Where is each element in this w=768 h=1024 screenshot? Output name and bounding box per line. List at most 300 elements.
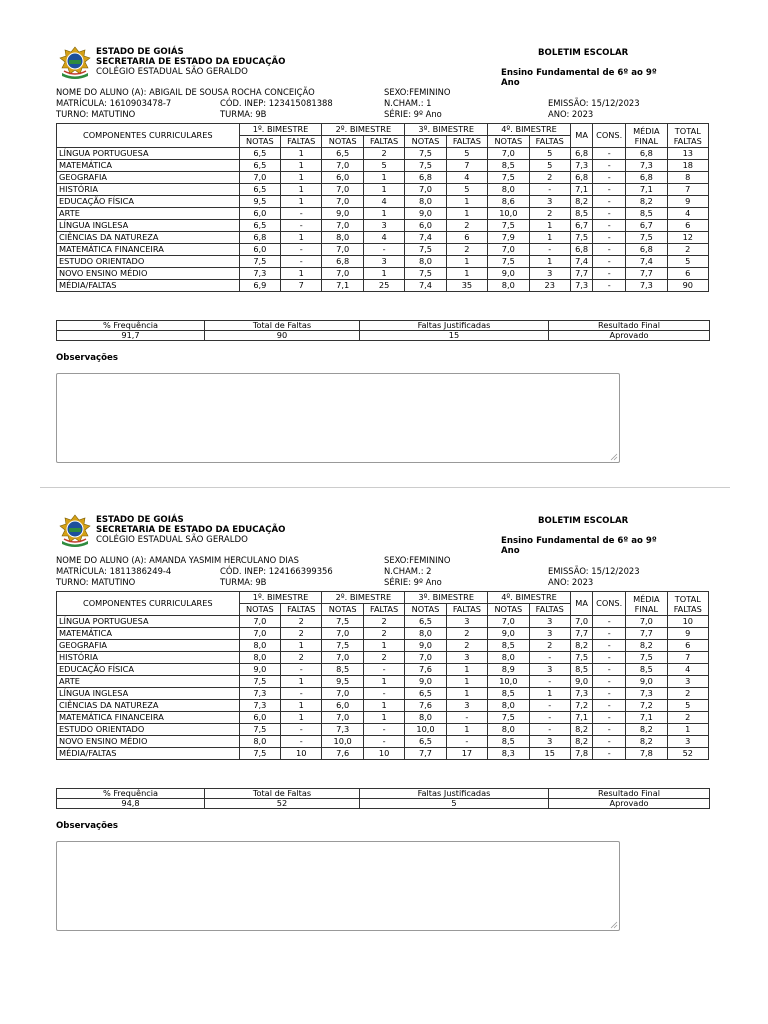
- grade-cell: 8,0: [322, 232, 363, 244]
- grade-cell: 6,5: [239, 160, 280, 172]
- grade-cell: -: [593, 184, 626, 196]
- grade-cell: 9,0: [405, 640, 446, 652]
- grade-cell: 1: [446, 196, 487, 208]
- grade-cell: -: [363, 724, 404, 736]
- subject-name: ARTE: [57, 208, 240, 220]
- summary-value: 5: [360, 799, 549, 809]
- grade-cell: 10,0: [322, 736, 363, 748]
- table-row: [57, 160, 709, 172]
- report-header: [58, 46, 678, 88]
- table-row: [57, 688, 709, 700]
- institution-block: [96, 515, 285, 545]
- grade-cell: 7,5: [488, 712, 529, 724]
- grade-cell: 2: [363, 616, 404, 628]
- grade-cell: -: [593, 208, 626, 220]
- grade-cell: 6,5: [405, 688, 446, 700]
- table-row: [57, 736, 709, 748]
- grade-cell: 7,6: [405, 700, 446, 712]
- grade-cell: 6,8: [322, 256, 363, 268]
- grade-cell: 1: [281, 268, 322, 280]
- grade-cell: 2: [363, 148, 404, 160]
- subject-name: LÍNGUA PORTUGUESA: [57, 616, 240, 628]
- subject-name: MATEMÁTICA FINANCEIRA: [57, 712, 240, 724]
- grade-cell: 6,5: [322, 148, 363, 160]
- student-issue-date: EMISSÃO: 15/12/2023: [548, 98, 640, 108]
- grade-cell: 1: [446, 664, 487, 676]
- grade-cell: 8,5: [626, 208, 667, 220]
- grade-cell: 8,9: [488, 664, 529, 676]
- student-shift: TURNO: MATUTINO: [56, 109, 136, 119]
- grade-cell: 7,3: [570, 280, 592, 292]
- grade-cell: 9: [667, 196, 708, 208]
- header-notas: NOTAS: [405, 136, 446, 148]
- table-row: [57, 652, 709, 664]
- grade-cell: -: [593, 196, 626, 208]
- grade-cell: 4: [667, 664, 708, 676]
- grade-cell: 7,5: [488, 172, 529, 184]
- grade-cell: -: [593, 628, 626, 640]
- header-b3: 3º. BIMESTRE: [405, 124, 488, 136]
- summary-value: 91,7: [57, 331, 205, 341]
- grade-cell: 7,3: [570, 160, 592, 172]
- document-title: BOLETIM ESCOLAR: [538, 48, 629, 58]
- grade-cell: 1: [363, 700, 404, 712]
- grade-cell: 7,5: [405, 148, 446, 160]
- report-header: [58, 514, 678, 556]
- school-name: COLÉGIO ESTADUAL SÃO GERALDO: [96, 535, 248, 545]
- student-class: TURMA: 9B: [220, 109, 267, 119]
- grade-cell: 8,5: [488, 688, 529, 700]
- grade-cell: 6,8: [570, 244, 592, 256]
- grade-cell: 7: [667, 652, 708, 664]
- grade-cell: 7,5: [322, 616, 363, 628]
- grade-cell: 8,2: [570, 640, 592, 652]
- secretary-name: SECRETARIA DE ESTADO DA EDUCAÇÃO: [96, 525, 286, 535]
- grade-cell: 23: [529, 280, 570, 292]
- summary-header: % Frequência: [57, 321, 205, 331]
- header-media-final: MÉDIA FINAL: [626, 124, 667, 148]
- subject-name: CIÊNCIAS DA NATUREZA: [57, 700, 240, 712]
- state-name: ESTADO DE GOIÁS: [96, 515, 184, 525]
- grade-cell: 2: [281, 616, 322, 628]
- summary-value: Aprovado: [549, 799, 710, 809]
- grade-cell: 3: [529, 664, 570, 676]
- subject-name: EDUCAÇÃO FÍSICA: [57, 664, 240, 676]
- grade-cell: 6,8: [626, 148, 667, 160]
- grade-cell: 7,2: [570, 700, 592, 712]
- grade-cell: 7,3: [626, 160, 667, 172]
- grade-cell: 7,2: [626, 700, 667, 712]
- grade-cell: 7,0: [405, 652, 446, 664]
- grade-cell: 5: [446, 184, 487, 196]
- grade-cell: 6,7: [570, 220, 592, 232]
- grade-cell: 7,0: [488, 244, 529, 256]
- table-row: [57, 244, 709, 256]
- grade-cell: 8,5: [570, 208, 592, 220]
- grade-cell: -: [593, 268, 626, 280]
- grade-cell: 6,0: [239, 712, 280, 724]
- grade-cell: 10,0: [405, 724, 446, 736]
- summary-table: [56, 320, 710, 341]
- grade-cell: 7,5: [322, 640, 363, 652]
- student-grade: SÉRIE: 9º Ano: [384, 109, 442, 119]
- table-row: [57, 616, 709, 628]
- grade-cell: 7,6: [405, 664, 446, 676]
- subject-name: GEOGRAFIA: [57, 172, 240, 184]
- grade-cell: 7,7: [570, 628, 592, 640]
- student-year: ANO: 2023: [548, 577, 594, 587]
- grade-cell: 9,5: [239, 196, 280, 208]
- grade-cell: -: [529, 724, 570, 736]
- grade-cell: -: [593, 664, 626, 676]
- header-faltas: FALTAS: [529, 136, 570, 148]
- grade-cell: 1: [281, 676, 322, 688]
- student-inep: CÓD. INEP: 123415081388: [220, 98, 333, 108]
- grade-cell: -: [363, 736, 404, 748]
- grade-cell: 7,0: [322, 220, 363, 232]
- grade-cell: 4: [363, 196, 404, 208]
- grade-cell: 9,0: [488, 268, 529, 280]
- observations-label: Observações: [56, 353, 118, 363]
- grade-cell: 7,4: [405, 232, 446, 244]
- header-notas: NOTAS: [322, 136, 363, 148]
- grade-cell: 3: [529, 736, 570, 748]
- grade-cell: 7,1: [322, 280, 363, 292]
- grade-cell: 8,3: [488, 748, 529, 760]
- observations-textarea[interactable]: [56, 373, 620, 463]
- grade-cell: 3: [446, 700, 487, 712]
- grade-cell: 7,3: [239, 688, 280, 700]
- state-name: ESTADO DE GOIÁS: [96, 47, 184, 57]
- grade-cell: 2: [446, 220, 487, 232]
- state-coat-of-arms-icon: [58, 46, 92, 80]
- grade-cell: 1: [363, 712, 404, 724]
- grade-cell: 6,9: [239, 280, 280, 292]
- grade-cell: 1: [281, 640, 322, 652]
- summary-table: [56, 788, 710, 809]
- grade-cell: -: [281, 664, 322, 676]
- header-b4: 4º. BIMESTRE: [488, 124, 571, 136]
- education-level: Ensino Fundamental de 6º ao 9º Ano: [501, 536, 657, 556]
- grade-cell: 7,0: [322, 628, 363, 640]
- student-registration: MATRÍCULA: 1610903478-7: [56, 98, 172, 108]
- grade-cell: 7,3: [322, 724, 363, 736]
- summary-header: Resultado Final: [549, 321, 710, 331]
- grade-cell: 6,0: [405, 220, 446, 232]
- grade-cell: 8,0: [488, 700, 529, 712]
- grade-cell: -: [593, 688, 626, 700]
- grade-cell: 7,3: [626, 280, 667, 292]
- grade-cell: 5: [529, 160, 570, 172]
- header-b4: 4º. BIMESTRE: [488, 592, 571, 604]
- grade-cell: 7,0: [322, 184, 363, 196]
- subject-name: CIÊNCIAS DA NATUREZA: [57, 232, 240, 244]
- subject-name: NOVO ENSINO MÉDIO: [57, 736, 240, 748]
- grade-cell: 7,0: [239, 628, 280, 640]
- grade-cell: 9,5: [322, 676, 363, 688]
- header-b1: 1º. BIMESTRE: [239, 592, 322, 604]
- student-grade: SÉRIE: 9º Ano: [384, 577, 442, 587]
- subject-name: EDUCAÇÃO FÍSICA: [57, 196, 240, 208]
- secretary-name: SECRETARIA DE ESTADO DA EDUCAÇÃO: [96, 57, 286, 67]
- summary-value: 15: [360, 331, 549, 341]
- summary-value: 52: [205, 799, 360, 809]
- grade-cell: 6,8: [570, 172, 592, 184]
- resize-grip-icon[interactable]: [610, 453, 618, 461]
- subject-name: LÍNGUA PORTUGUESA: [57, 148, 240, 160]
- grade-cell: 7,0: [488, 148, 529, 160]
- subject-name: MATEMÁTICA: [57, 628, 240, 640]
- grade-cell: -: [593, 160, 626, 172]
- grade-cell: 7,0: [626, 616, 667, 628]
- grade-cell: 7,0: [322, 196, 363, 208]
- grade-cell: 7,1: [570, 712, 592, 724]
- grade-cell: 8,0: [405, 256, 446, 268]
- grade-cell: 7,5: [405, 244, 446, 256]
- grade-cell: 1: [529, 220, 570, 232]
- grade-cell: 2: [281, 628, 322, 640]
- header-faltas: FALTAS: [446, 604, 487, 616]
- subject-name: GEOGRAFIA: [57, 640, 240, 652]
- grade-cell: 7,0: [322, 160, 363, 172]
- education-level: Ensino Fundamental de 6º ao 9º Ano: [501, 68, 657, 88]
- grade-cell: 8,0: [488, 724, 529, 736]
- report-card: [0, 468, 768, 936]
- grade-cell: 8,0: [488, 652, 529, 664]
- grade-cell: 90: [667, 280, 708, 292]
- header-faltas: FALTAS: [281, 136, 322, 148]
- grade-cell: -: [593, 220, 626, 232]
- grade-cell: 7: [667, 184, 708, 196]
- report-separator: [40, 487, 730, 488]
- grade-cell: 9,0: [405, 208, 446, 220]
- grade-cell: 10: [363, 748, 404, 760]
- grade-cell: 8,2: [570, 196, 592, 208]
- table-row: [57, 676, 709, 688]
- header-ma: MA: [570, 592, 592, 616]
- grade-cell: -: [593, 640, 626, 652]
- grade-cell: 7,5: [488, 256, 529, 268]
- grade-cell: 3: [446, 652, 487, 664]
- header-faltas: FALTAS: [363, 136, 404, 148]
- grade-cell: 2: [363, 628, 404, 640]
- grade-cell: 7,5: [570, 652, 592, 664]
- subject-name: LÍNGUA INGLESA: [57, 688, 240, 700]
- state-coat-of-arms-icon: [58, 514, 92, 548]
- table-row: [57, 640, 709, 652]
- subject-name: MÉDIA/FALTAS: [57, 748, 240, 760]
- header-notas: NOTAS: [488, 136, 529, 148]
- grade-cell: -: [529, 184, 570, 196]
- table-row: [57, 196, 709, 208]
- observations-label: Observações: [56, 821, 118, 831]
- subject-name: MATEMÁTICA: [57, 160, 240, 172]
- grade-cell: 6: [667, 640, 708, 652]
- grade-cell: 1: [281, 700, 322, 712]
- grade-cell: 7,1: [626, 184, 667, 196]
- grade-cell: 7,5: [405, 160, 446, 172]
- grade-cell: -: [363, 244, 404, 256]
- grade-cell: -: [446, 712, 487, 724]
- grade-cell: 7,4: [626, 256, 667, 268]
- header-notas: NOTAS: [488, 604, 529, 616]
- grade-cell: 7,5: [239, 256, 280, 268]
- summary-header: Total de Faltas: [205, 789, 360, 799]
- grade-cell: 6,8: [405, 172, 446, 184]
- grade-cell: 8,2: [626, 724, 667, 736]
- grade-cell: 7,7: [405, 748, 446, 760]
- grade-cell: 25: [363, 280, 404, 292]
- grade-cell: 2: [446, 244, 487, 256]
- grade-cell: -: [593, 148, 626, 160]
- grade-cell: 2: [529, 640, 570, 652]
- grade-cell: -: [281, 724, 322, 736]
- grade-cell: 7,8: [570, 748, 592, 760]
- grade-cell: -: [593, 712, 626, 724]
- grade-cell: 3: [667, 736, 708, 748]
- grade-cell: 18: [667, 160, 708, 172]
- grade-cell: -: [593, 724, 626, 736]
- grade-cell: 7,3: [570, 688, 592, 700]
- header-notas: NOTAS: [239, 604, 280, 616]
- summary-value: 90: [205, 331, 360, 341]
- grade-cell: 8,5: [488, 160, 529, 172]
- grade-cell: 7,7: [626, 268, 667, 280]
- grade-cell: 7,6: [322, 748, 363, 760]
- table-row: [57, 724, 709, 736]
- grade-cell: 7,0: [322, 688, 363, 700]
- grade-cell: 9,0: [239, 664, 280, 676]
- grade-cell: 7: [281, 280, 322, 292]
- header-b1: 1º. BIMESTRE: [239, 124, 322, 136]
- table-row: [57, 700, 709, 712]
- grade-cell: 7,5: [488, 220, 529, 232]
- grade-cell: 5: [667, 700, 708, 712]
- grade-cell: 8,0: [239, 736, 280, 748]
- grade-cell: 2: [446, 628, 487, 640]
- header-media-final: MÉDIA FINAL: [626, 592, 667, 616]
- grade-cell: -: [446, 736, 487, 748]
- grade-cell: -: [593, 652, 626, 664]
- grade-cell: 3: [529, 628, 570, 640]
- student-call-number: N.CHAM.: 1: [384, 98, 432, 108]
- table-row: [57, 712, 709, 724]
- grade-cell: 7,4: [570, 256, 592, 268]
- summary-header: Faltas Justificadas: [360, 789, 549, 799]
- subject-name: ARTE: [57, 676, 240, 688]
- subject-name: ESTUDO ORIENTADO: [57, 724, 240, 736]
- table-row: [57, 268, 709, 280]
- grade-cell: 8,0: [405, 628, 446, 640]
- grade-cell: 5: [667, 256, 708, 268]
- grade-cell: 2: [529, 172, 570, 184]
- table-row: [57, 148, 709, 160]
- header-faltas: FALTAS: [529, 604, 570, 616]
- table-row: [57, 256, 709, 268]
- grade-cell: 7,3: [626, 688, 667, 700]
- grade-cell: -: [529, 712, 570, 724]
- grade-cell: 7,4: [405, 280, 446, 292]
- grade-cell: -: [529, 700, 570, 712]
- header-notas: NOTAS: [239, 136, 280, 148]
- grade-cell: 6,0: [322, 172, 363, 184]
- grade-cell: -: [593, 700, 626, 712]
- summary-value: 94,8: [57, 799, 205, 809]
- grade-cell: 4: [446, 172, 487, 184]
- grade-cell: 1: [529, 256, 570, 268]
- header-components: COMPONENTES CURRICULARES: [57, 124, 240, 148]
- grade-cell: 1: [281, 172, 322, 184]
- grade-cell: 2: [667, 712, 708, 724]
- grade-cell: -: [593, 256, 626, 268]
- grade-cell: 7,7: [626, 628, 667, 640]
- grade-cell: 1: [446, 256, 487, 268]
- grade-cell: 13: [667, 148, 708, 160]
- grade-cell: 8,0: [239, 640, 280, 652]
- summary-header: Resultado Final: [549, 789, 710, 799]
- grade-cell: 3: [529, 196, 570, 208]
- grade-cell: 7,1: [570, 184, 592, 196]
- table-row: [57, 184, 709, 196]
- grade-cell: 8,5: [488, 736, 529, 748]
- grade-cell: 6,5: [239, 184, 280, 196]
- grades-table: [56, 591, 709, 760]
- grade-cell: -: [593, 244, 626, 256]
- resize-grip-icon[interactable]: [610, 921, 618, 929]
- grade-cell: 8: [667, 172, 708, 184]
- grade-cell: 1: [667, 724, 708, 736]
- grade-cell: 8,2: [626, 736, 667, 748]
- grade-cell: 2: [667, 244, 708, 256]
- grade-cell: -: [593, 232, 626, 244]
- grade-cell: -: [593, 676, 626, 688]
- header-faltas: FALTAS: [363, 604, 404, 616]
- grade-cell: 7,3: [239, 268, 280, 280]
- school-name: COLÉGIO ESTADUAL SÃO GERALDO: [96, 67, 248, 77]
- grade-cell: 1: [363, 676, 404, 688]
- student-name: NOME DO ALUNO (A): ABIGAIL DE SOUSA ROCHA CONCEIÇÃO: [56, 87, 315, 97]
- grade-cell: 8,0: [239, 652, 280, 664]
- observations-textarea[interactable]: [56, 841, 620, 931]
- grade-cell: 4: [363, 232, 404, 244]
- header-notas: NOTAS: [405, 604, 446, 616]
- summary-header: Faltas Justificadas: [360, 321, 549, 331]
- grade-cell: 1: [446, 208, 487, 220]
- student-name: NOME DO ALUNO (A): AMANDA YASMIM HERCULANO DIAS: [56, 555, 299, 565]
- grade-cell: 2: [529, 208, 570, 220]
- grade-cell: 7,0: [570, 616, 592, 628]
- grade-cell: 8,2: [570, 736, 592, 748]
- summary-header: Total de Faltas: [205, 321, 360, 331]
- summary-value: Aprovado: [549, 331, 710, 341]
- grade-cell: 10: [281, 748, 322, 760]
- table-row: [57, 172, 709, 184]
- grade-cell: 9,0: [488, 628, 529, 640]
- grade-cell: 12: [667, 232, 708, 244]
- grade-cell: 8,2: [626, 196, 667, 208]
- grade-cell: 7,3: [239, 700, 280, 712]
- grade-cell: -: [593, 736, 626, 748]
- grade-cell: 7,1: [626, 712, 667, 724]
- table-row: [57, 280, 709, 292]
- table-row: [57, 748, 709, 760]
- grade-cell: 1: [446, 724, 487, 736]
- grade-cell: 7,5: [239, 676, 280, 688]
- summary-header: % Frequência: [57, 789, 205, 799]
- header-notas: NOTAS: [322, 604, 363, 616]
- grade-cell: 7,5: [239, 748, 280, 760]
- grade-cell: 8,5: [570, 664, 592, 676]
